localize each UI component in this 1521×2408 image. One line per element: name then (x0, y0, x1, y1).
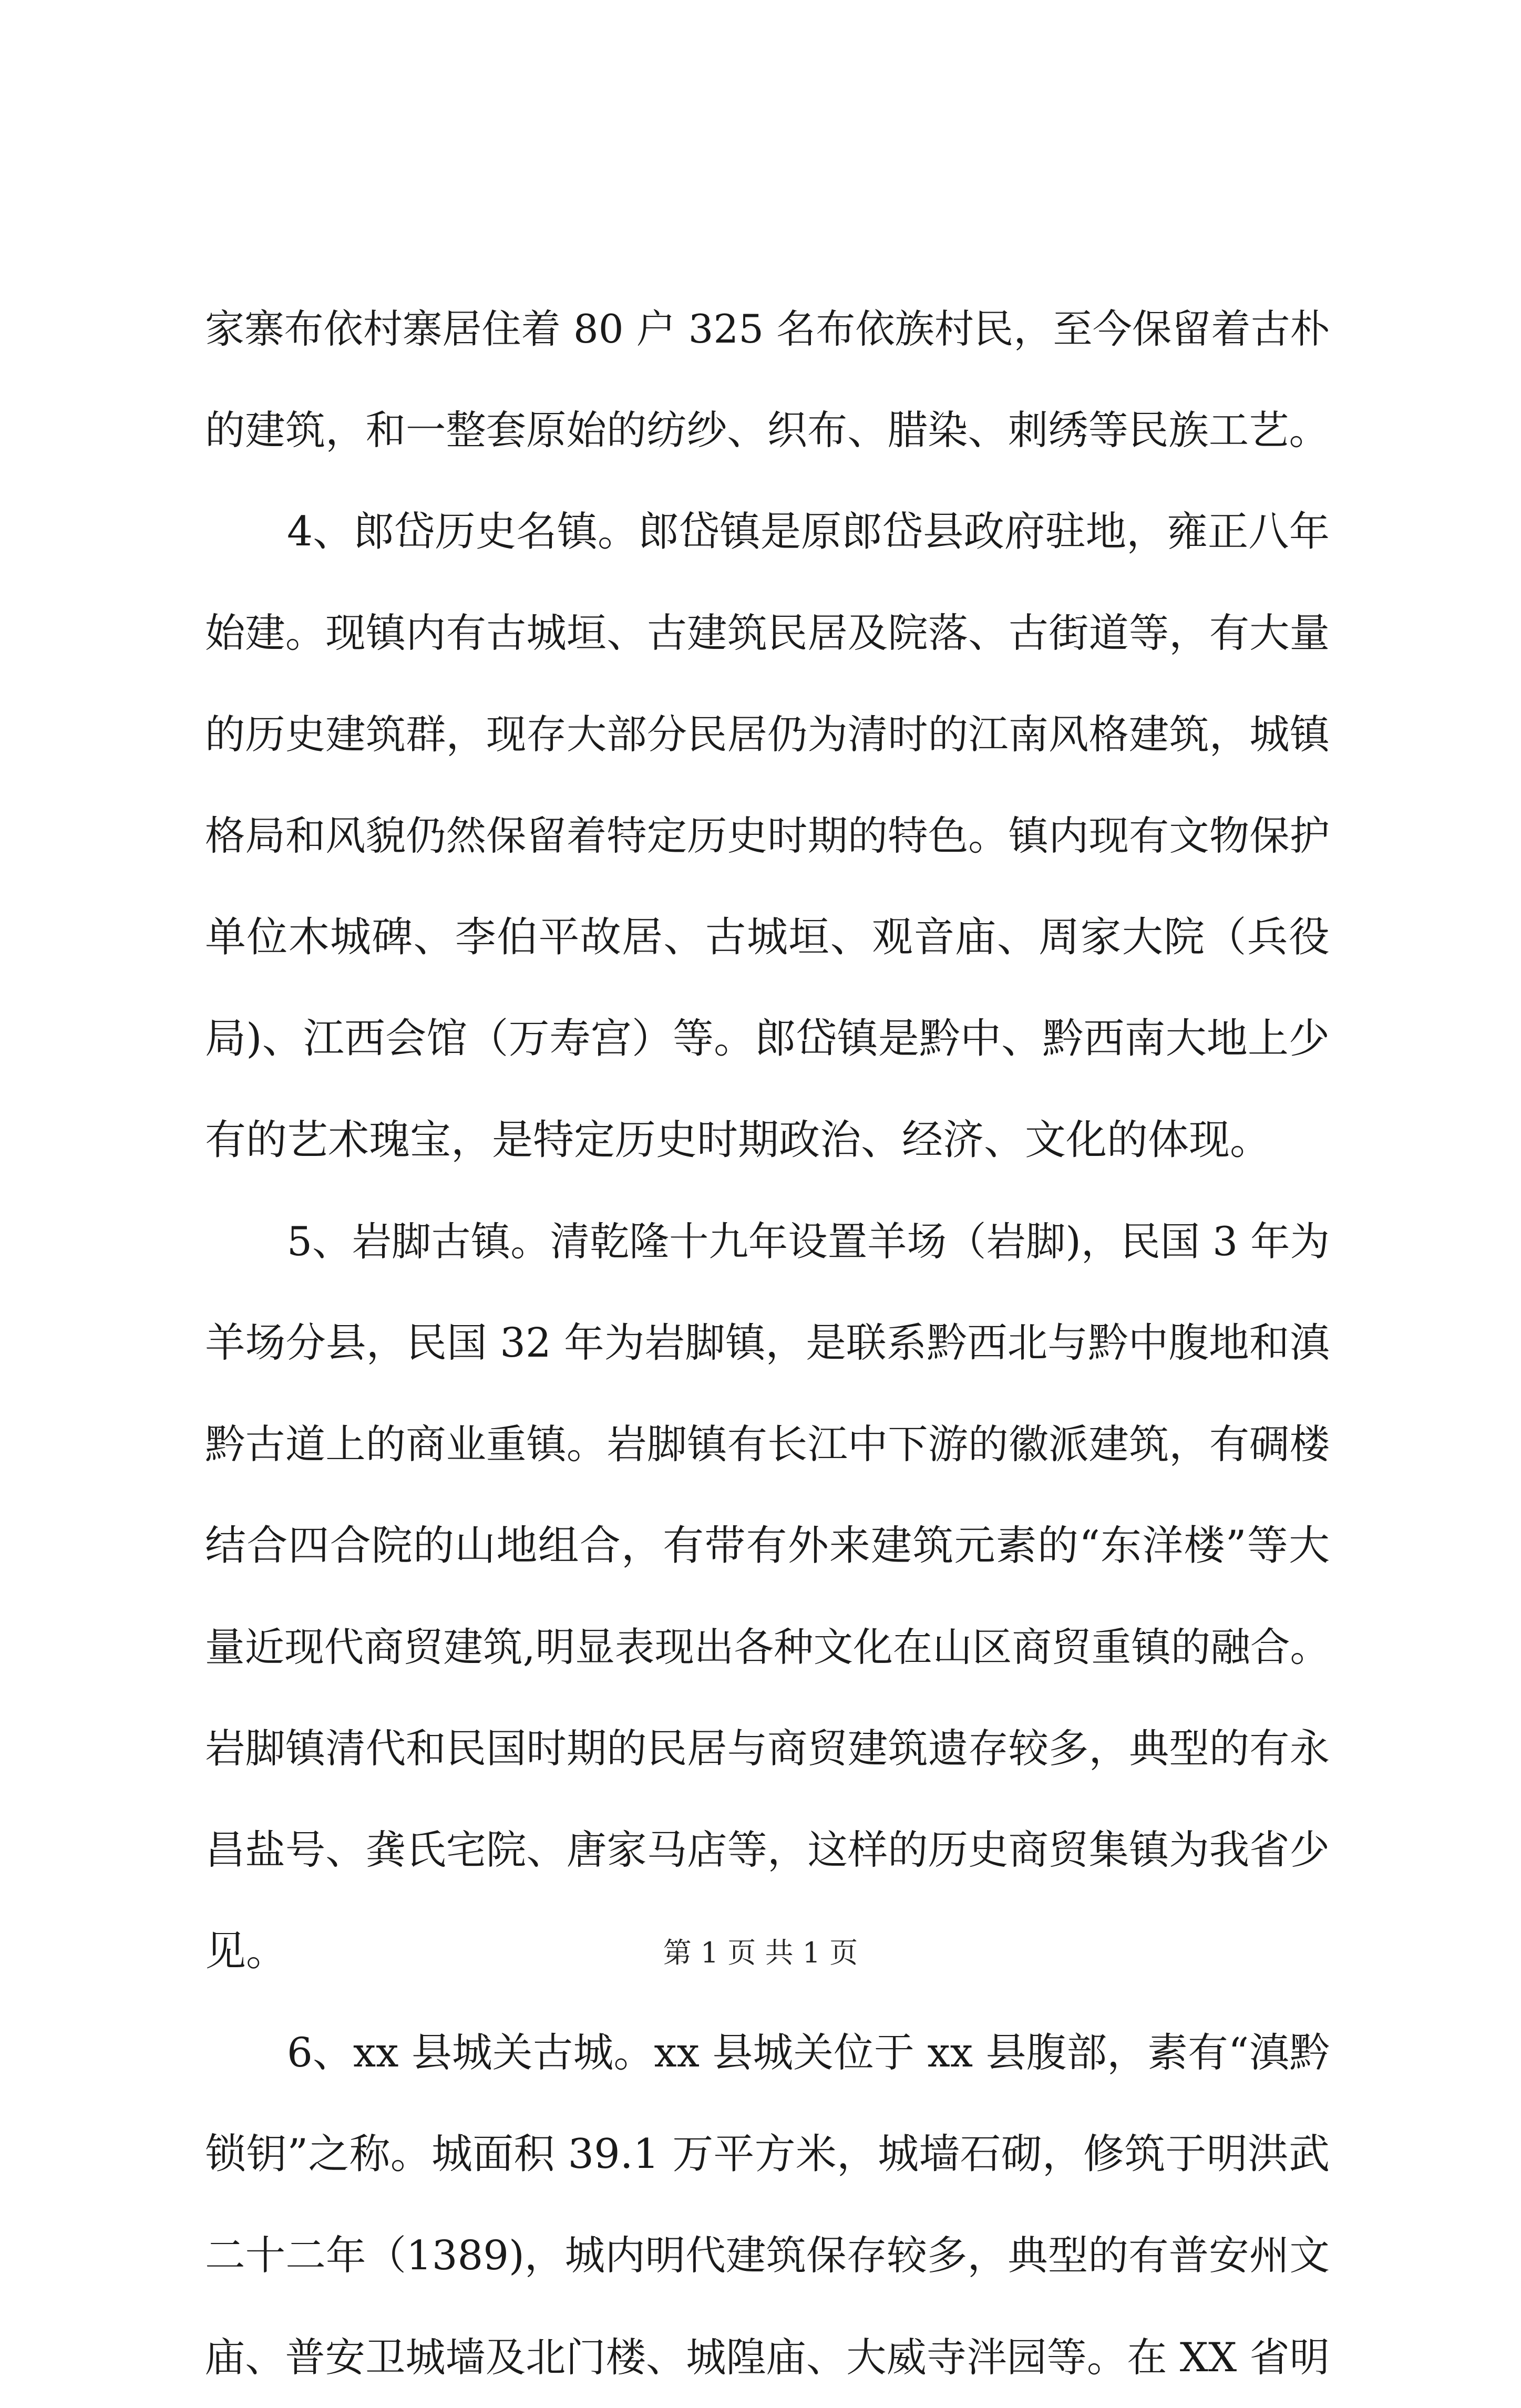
text-line: 黔古道上的商业重镇。岩脚镇有长江中下游的徽派建筑，有碉楼 (205, 1421, 1330, 1468)
paragraph-langdai-town (205, 481, 1330, 1191)
text-line: 结合四合院的山地组合，有带有外来建筑元素的“东洋楼”等大 (205, 1522, 1330, 1569)
text-line: 局)、江西会馆（万寿宫）等。郎岱镇是黔中、黔西南大地上少 (205, 1015, 1330, 1062)
text-line: 量近现代商贸建筑,明显表现出各种文化在山区商贸重镇的融合。 (205, 1624, 1330, 1670)
text-line: 羊场分县，民国 32 年为岩脚镇，是联系黔西北与黔中腹地和滇 (205, 1320, 1330, 1367)
text-line: 5、岩脚古镇。清乾隆十九年设置羊场（岩脚)，民国 3 年为 (287, 1218, 1330, 1265)
text-line: 始建。现镇内有古城垣、古建筑民居及院落、古街道等，有大量 (205, 610, 1330, 657)
text-line: 岩脚镇清代和民国时期的民居与商贸建筑遗存较多，典型的有永 (205, 1725, 1330, 1772)
text-line: 见。 (205, 1928, 287, 1975)
page-footer: 第 1 页 共 1 页 (663, 1936, 858, 1969)
text-line: 单位木城碑、李伯平故居、古城垣、观音庙、周家大院（兵役 (205, 914, 1330, 961)
text-line: 6、xx 县城关古城。xx 县城关位于 xx 县腹部，素有“滇黔 (287, 2030, 1330, 2076)
text-line: 二十二年（1389)，城内明代建筑保存较多，典型的有普安州文 (205, 2233, 1330, 2279)
text-line: 家寨布依村寨居住着 80 户 325 名布依族村民，至今保留着古朴 (205, 306, 1330, 352)
paragraph-yanjiao-town (205, 1191, 1330, 2002)
document-body (205, 278, 1330, 2408)
text-line: 锁钥”之称。城面积 39.1 万平方米，城墙石砌，修筑于明洪武 (205, 2131, 1330, 2178)
text-line: 的历史建筑群，现存大部分民居仍为清时的江南风格建筑，城镇 (205, 711, 1330, 758)
paragraph-county-old-town (205, 2002, 1330, 2408)
text-line: 的建筑，和一整套原始的纺纱、织布、腊染、刺绣等民族工艺。 (205, 407, 1329, 454)
text-line: 格局和风貌仍然保留着特定历史时期的特色。镇内现有文物保护 (205, 813, 1330, 860)
text-line: 4、郎岱历史名镇。郎岱镇是原郎岱县政府驻地，雍正八年 (287, 508, 1330, 555)
text-line: 有的艺术瑰宝，是特定历史时期政治、经济、文化的体现。 (205, 1117, 1271, 1164)
paragraph-intro (205, 278, 1330, 481)
text-line: 庙、普安卫城墙及北门楼、城隍庙、大威寺泮园等。在 XX 省明 (205, 2334, 1330, 2381)
text-line: 昌盐号、龚氏宅院、唐家马店等，这样的历史商贸集镇为我省少 (205, 1827, 1330, 1874)
